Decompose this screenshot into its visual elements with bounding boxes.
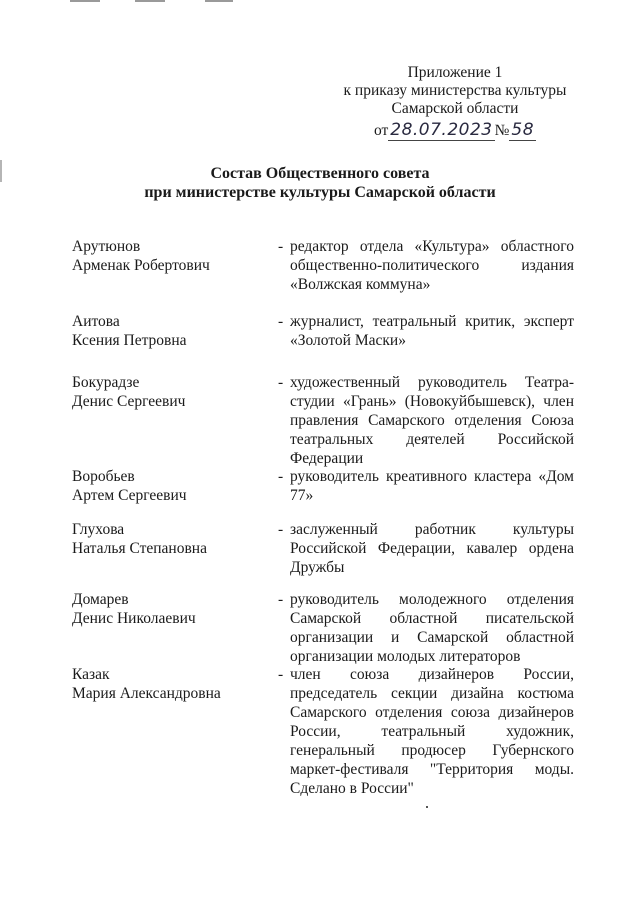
dash-separator: - [278,521,284,538]
title-line-1: Состав Общественного совета [210,165,430,182]
member-given-name: Артем Сергеевич [72,487,187,504]
dash-separator: - [278,468,284,485]
member-role: руководитель молодежного отделения Самарской областной писательской организации и Самарской областной организации молодых литераторов [290,591,574,665]
member-surname: Арутюнов [72,238,141,255]
member-name [72,520,278,577]
member-surname: Воробьев [72,468,135,485]
member-row [72,312,574,350]
dash-separator: - [278,591,284,608]
scan-artifact-mark [70,0,100,2]
appendix-label: Приложение 1 [407,64,503,81]
member-name [72,373,278,468]
order-number-prefix: № [494,122,510,139]
member-given-name: Арменак Робертович [72,257,210,274]
order-date-handwritten: 28.07.2023 [390,120,493,140]
order-line [340,121,570,140]
scan-artifact-mark [205,0,233,2]
member-name [72,665,278,798]
title-line-2: при министерстве культуры Самарской области [144,184,496,201]
member-given-name: Денис Николаевич [72,610,196,627]
member-given-name: Наталья Степановна [72,540,207,557]
dash-separator: - [278,666,284,683]
member-row [72,520,574,577]
appendix-region: Самарской области [391,100,519,117]
member-row [72,665,574,798]
member-role: руководитель креативного кластера «Дом 77» [290,468,574,504]
appendix-order-reference: к приказу министерства культуры [343,82,567,99]
member-surname: Казак [72,666,110,683]
member-role: художественный руководитель Театра-студии «Грань» (Новокуйбышевск), член правления Самарского отделения Союза театральных деятелей Российской Федерации [290,374,574,467]
member-role: заслуженный работник культуры Российской Федерации, кавалер ордена Дружбы [290,521,574,576]
member-given-name: Ксения Петровна [72,332,187,349]
scan-artifact-mark [135,0,165,2]
member-name [72,312,278,350]
member-row [72,373,574,468]
dash-separator: - [278,238,284,255]
member-given-name: Мария Александровна [72,685,221,702]
member-row [72,467,574,505]
order-prefix: от [373,122,389,139]
dash-separator: - [278,374,284,391]
member-role: член союза дизайнеров России, председатель секции дизайна костюма Самарского отделения союза дизайнеров России, театральный художник, генеральный продюсер Губернского маркет-фестиваля "Территория моды. Сделано в России" [290,666,574,797]
member-name [72,590,278,666]
member-surname: Глухова [72,521,125,538]
member-given-name: Денис Сергеевич [72,393,186,410]
member-surname: Домарев [72,591,129,608]
member-name [72,237,278,294]
member-surname: Аитова [72,313,120,330]
scan-dot [426,806,428,808]
member-name [72,467,278,505]
order-number-handwritten: 58 [511,120,535,140]
member-row [72,237,574,294]
dash-separator: - [278,313,284,330]
member-role: редактор отдела «Культура» областного общественно-политического издания «Волжская коммуна» [290,238,574,293]
member-row [72,590,574,666]
appendix-header [340,64,570,140]
document-title [0,164,640,202]
member-role: журналист, театральный критик, эксперт «Золотой Маски» [290,313,574,349]
member-surname: Бокурадзе [72,374,140,391]
